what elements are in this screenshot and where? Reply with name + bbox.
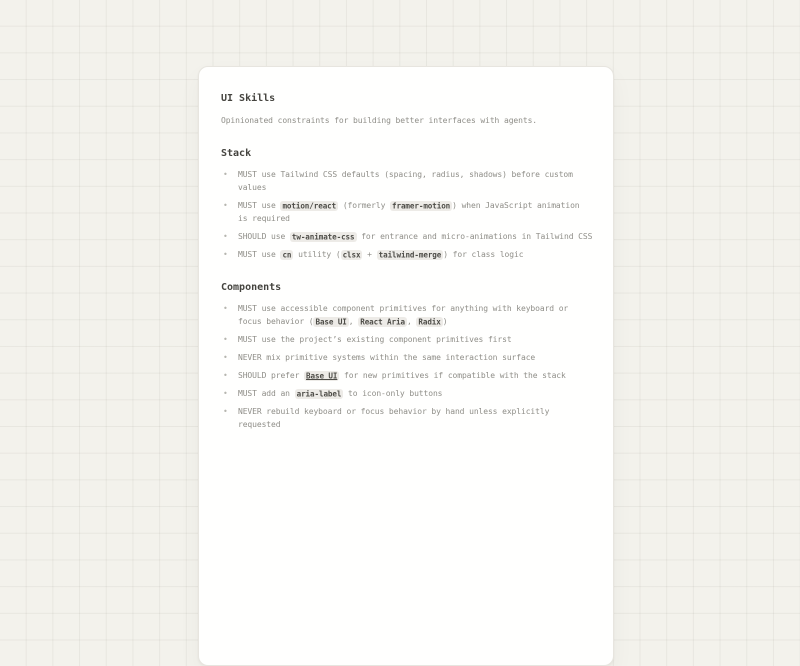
rule-text: MUST use bbox=[238, 201, 281, 210]
rule-text: (formerly bbox=[338, 201, 391, 210]
bullet-icon: • bbox=[223, 353, 228, 362]
rule-text: ) bbox=[442, 317, 448, 326]
inline-code: React Aria bbox=[360, 317, 405, 326]
rule-text: MUST use the project’s existing component primitives first bbox=[238, 335, 512, 344]
inline-code: Base UI bbox=[315, 317, 347, 326]
rule-text: for new primitives if compatible with the stack bbox=[339, 371, 566, 380]
sections-container bbox=[221, 147, 591, 431]
page-title: UI Skills bbox=[221, 93, 276, 104]
rule-text: for entrance and micro-animations in Tailwind CSS bbox=[356, 232, 593, 241]
rule-text: SHOULD use bbox=[238, 232, 290, 241]
rule-item bbox=[221, 387, 593, 400]
inline-code: tw-animate-css bbox=[291, 232, 355, 241]
rule-item bbox=[221, 168, 593, 194]
inline-code: framer-motion bbox=[392, 201, 451, 210]
rule-text: NEVER mix primitive systems within the same interaction surface bbox=[238, 353, 536, 362]
base-ui-link[interactable]: Base UI bbox=[306, 371, 338, 380]
inline-code: cn bbox=[282, 250, 292, 259]
bullet-icon: • bbox=[223, 407, 228, 416]
rule-text: ) when JavaScript animation is required bbox=[238, 201, 580, 223]
rule-text: ) for class logic bbox=[443, 250, 524, 259]
inline-code: tailwind-merge bbox=[378, 250, 442, 259]
bullet-icon: • bbox=[223, 232, 228, 241]
rule-text: utility ( bbox=[293, 250, 341, 259]
rule-item bbox=[221, 369, 593, 382]
rule-text: MUST use Tailwind CSS defaults (spacing, radius, shadows) before custom values bbox=[238, 170, 573, 192]
rule-item bbox=[221, 405, 593, 431]
rule-item bbox=[221, 230, 593, 243]
page-subtitle: Opinionated constraints for building better interfaces with agents. bbox=[221, 116, 537, 125]
rule-list bbox=[221, 168, 591, 261]
rule-text: NEVER rebuild keyboard or focus behavior by hand unless explicitly requested bbox=[238, 407, 550, 429]
ui-skills-card bbox=[198, 66, 614, 666]
section-heading-stack: Stack bbox=[221, 148, 252, 159]
inline-code: clsx bbox=[342, 250, 361, 259]
rule-text: + bbox=[362, 250, 377, 259]
rule-text: , bbox=[348, 317, 359, 326]
rule-text: , bbox=[406, 317, 417, 326]
rule-text: to icon-only buttons bbox=[343, 389, 443, 398]
rule-item bbox=[221, 351, 593, 364]
inline-code: Radix bbox=[418, 317, 441, 326]
bullet-icon: • bbox=[223, 201, 228, 210]
bullet-icon: • bbox=[223, 170, 228, 179]
rule-text: MUST use accessible component primitives for anything with keyboard or focus behavior ( bbox=[238, 304, 569, 326]
rule-item bbox=[221, 302, 593, 328]
rule-text: MUST add an bbox=[238, 389, 295, 398]
inline-code: motion/react bbox=[282, 201, 337, 210]
bullet-icon: • bbox=[223, 335, 228, 344]
rule-list bbox=[221, 302, 591, 431]
rule-item bbox=[221, 333, 593, 346]
rule-item bbox=[221, 199, 593, 225]
rule-text: MUST use bbox=[238, 250, 281, 259]
section-heading-components: Components bbox=[221, 282, 282, 293]
bullet-icon: • bbox=[223, 304, 228, 313]
rule-text: SHOULD prefer bbox=[238, 371, 305, 380]
rule-item bbox=[221, 248, 593, 261]
bullet-icon: • bbox=[223, 371, 228, 380]
bullet-icon: • bbox=[223, 389, 228, 398]
inline-code: aria-label bbox=[296, 389, 342, 398]
bullet-icon: • bbox=[223, 250, 228, 259]
